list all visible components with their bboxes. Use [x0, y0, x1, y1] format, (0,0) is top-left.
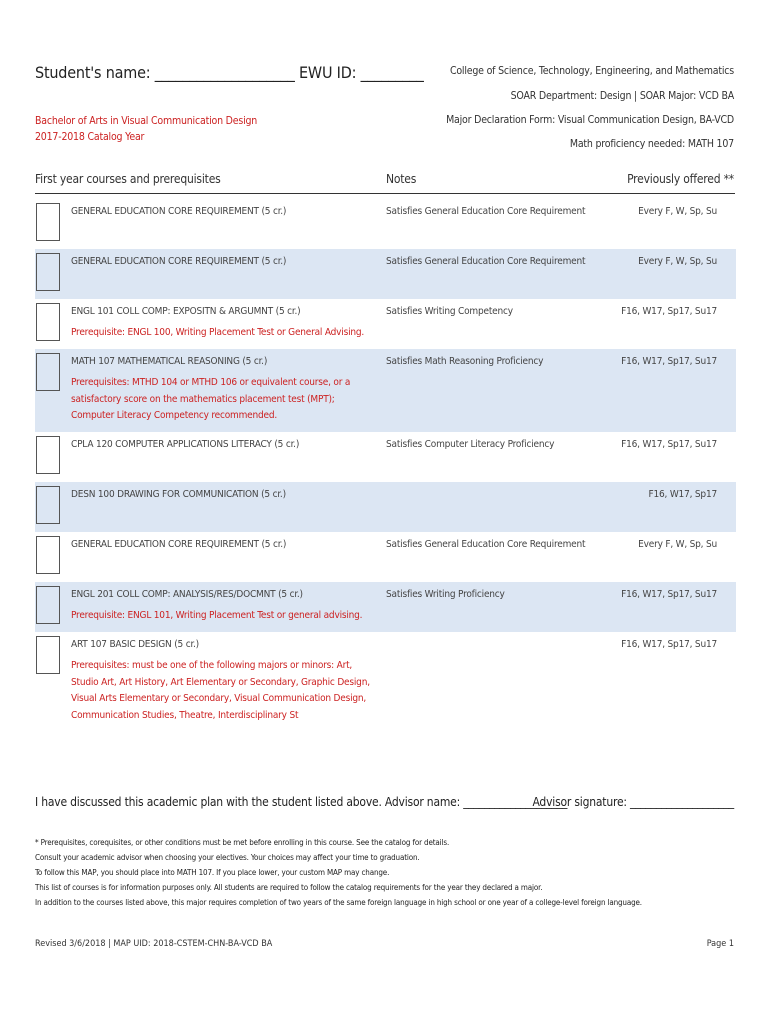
page-number: Page 1	[706, 939, 734, 949]
course-offered: Every F, W, Sp, Su	[638, 256, 717, 267]
completion-checkbox[interactable]	[36, 253, 60, 291]
course-title: GENERAL EDUCATION CORE REQUIREMENT (5 cr.)	[71, 539, 287, 550]
course-offered: Every F, W, Sp, Su	[638, 206, 717, 217]
course-title: ENGL 201 COLL COMP: ANALYSIS/RES/DOCMNT (5 cr.)	[71, 589, 303, 600]
course-title: GENERAL EDUCATION CORE REQUIREMENT (5 cr.)	[71, 206, 287, 217]
course-row	[35, 199, 736, 249]
department-line: SOAR Department: Design | SOAR Major: VCD BA	[510, 90, 734, 102]
completion-checkbox[interactable]	[36, 203, 60, 241]
course-title: GENERAL EDUCATION CORE REQUIREMENT (5 cr.)	[71, 256, 287, 267]
completion-checkbox[interactable]	[36, 486, 60, 524]
course-row	[35, 532, 736, 582]
course-note: Satisfies Writing Competency	[386, 306, 513, 317]
course-prerequisite: Prerequisites: MTHD 104 or MTHD 106 or equivalent course, or a satisfactory score on the mathematics placement test (MPT); Computer Literacy Competency recommended.	[71, 377, 351, 421]
footnote: To follow this MAP, you should place into MATH 107. If you place lower, your custom MAP may change.	[35, 868, 390, 877]
course-title: DESN 100 DRAWING FOR COMMUNICATION (5 cr.)	[71, 489, 286, 500]
header-rule	[35, 193, 735, 194]
course-title: ENGL 101 COLL COMP: EXPOSITN & ARGUMNT (5 cr.)	[71, 306, 301, 317]
column-header-notes: Notes	[386, 172, 417, 186]
course-row	[35, 582, 736, 632]
math-proficiency: Math proficiency needed: MATH 107	[569, 138, 734, 150]
course-row	[35, 482, 736, 532]
course-prerequisite: Prerequisite: ENGL 101, Writing Placement Test or general advising.	[71, 610, 363, 621]
completion-checkbox[interactable]	[36, 636, 60, 674]
course-title: ART 107 BASIC DESIGN (5 cr.)	[71, 639, 199, 650]
completion-checkbox[interactable]	[36, 586, 60, 624]
footnote: This list of courses is for information purposes only. All students are required to follow the catalog requirements for the year they declared a major.	[35, 883, 543, 892]
completion-checkbox[interactable]	[36, 436, 60, 474]
course-note: Satisfies Computer Literacy Proficiency	[386, 439, 555, 450]
course-offered: F16, W17, Sp17, Su17	[621, 306, 717, 317]
course-prerequisite: Prerequisites: must be one of the following majors or minors: Art, Studio Art, Art History, Art Elementary or Secondary, Graphic Design, Visual Arts Elementary or Secondary, Visual Communication Design, Communication Studies, Theatre, Interdisciplinary St	[71, 660, 370, 721]
advisor-name-line: I have discussed this academic plan with the student listed above. Advisor name: ____________________	[35, 795, 568, 809]
college-name: College of Science, Technology, Engineering, and Mathematics	[449, 65, 734, 77]
footnote: * Prerequisites, corequisites, or other conditions must be met before enrolling in this course. See the catalog for details.	[35, 838, 450, 847]
course-note: Satisfies General Education Core Requirement	[386, 539, 586, 550]
course-row	[35, 632, 736, 732]
course-note: Satisfies General Education Core Requirement	[386, 256, 586, 267]
course-row	[35, 432, 736, 482]
column-header-offered: Previously offered **	[627, 172, 734, 186]
course-offered: F16, W17, Sp17	[648, 489, 717, 500]
footnote: Consult your academic advisor when choosing your electives. Your choices may affect your time to graduation.	[35, 853, 420, 862]
footnote: In addition to the courses listed above, this major requires completion of two years of the same foreign language in high school or one year of a college-level foreign language.	[35, 898, 642, 907]
course-offered: F16, W17, Sp17, Su17	[621, 639, 717, 650]
course-title: MATH 107 MATHEMATICAL REASONING (5 cr.)	[71, 356, 268, 367]
course-row	[35, 349, 736, 432]
revision-info: Revised 3/6/2018 | MAP UID: 2018-CSTEM-CHN-BA-VCD BA	[35, 939, 273, 949]
course-offered: F16, W17, Sp17, Su17	[621, 356, 717, 367]
form-title: Major Declaration Form: Visual Communication Design, BA-VCD	[446, 114, 734, 126]
course-note: Satisfies Writing Proficiency	[386, 589, 505, 600]
completion-checkbox[interactable]	[36, 536, 60, 574]
column-header-courses: First year courses and prerequisites	[35, 172, 221, 186]
course-row	[35, 249, 736, 299]
course-title: CPLA 120 COMPUTER APPLICATIONS LITERACY (5 cr.)	[71, 439, 300, 450]
student-name-line: Student's name: ____________________ EWU ID: _________	[35, 63, 424, 82]
course-note: Satisfies General Education Core Requirement	[386, 206, 586, 217]
course-offered: F16, W17, Sp17, Su17	[621, 589, 717, 600]
course-offered: F16, W17, Sp17, Su17	[621, 439, 717, 450]
completion-checkbox[interactable]	[36, 303, 60, 341]
course-offered: Every F, W, Sp, Su	[638, 539, 717, 550]
course-row	[35, 299, 736, 349]
advisor-signature-line: Advisor signature: ____________________	[532, 795, 734, 809]
course-prerequisite: Prerequisite: ENGL 100, Writing Placement Test or General Advising.	[71, 327, 365, 338]
program-name: Bachelor of Arts in Visual Communication Design	[35, 115, 258, 127]
completion-checkbox[interactable]	[36, 353, 60, 391]
catalog-year: 2017-2018 Catalog Year	[35, 131, 145, 143]
course-note: Satisfies Math Reasoning Proficiency	[386, 356, 544, 367]
